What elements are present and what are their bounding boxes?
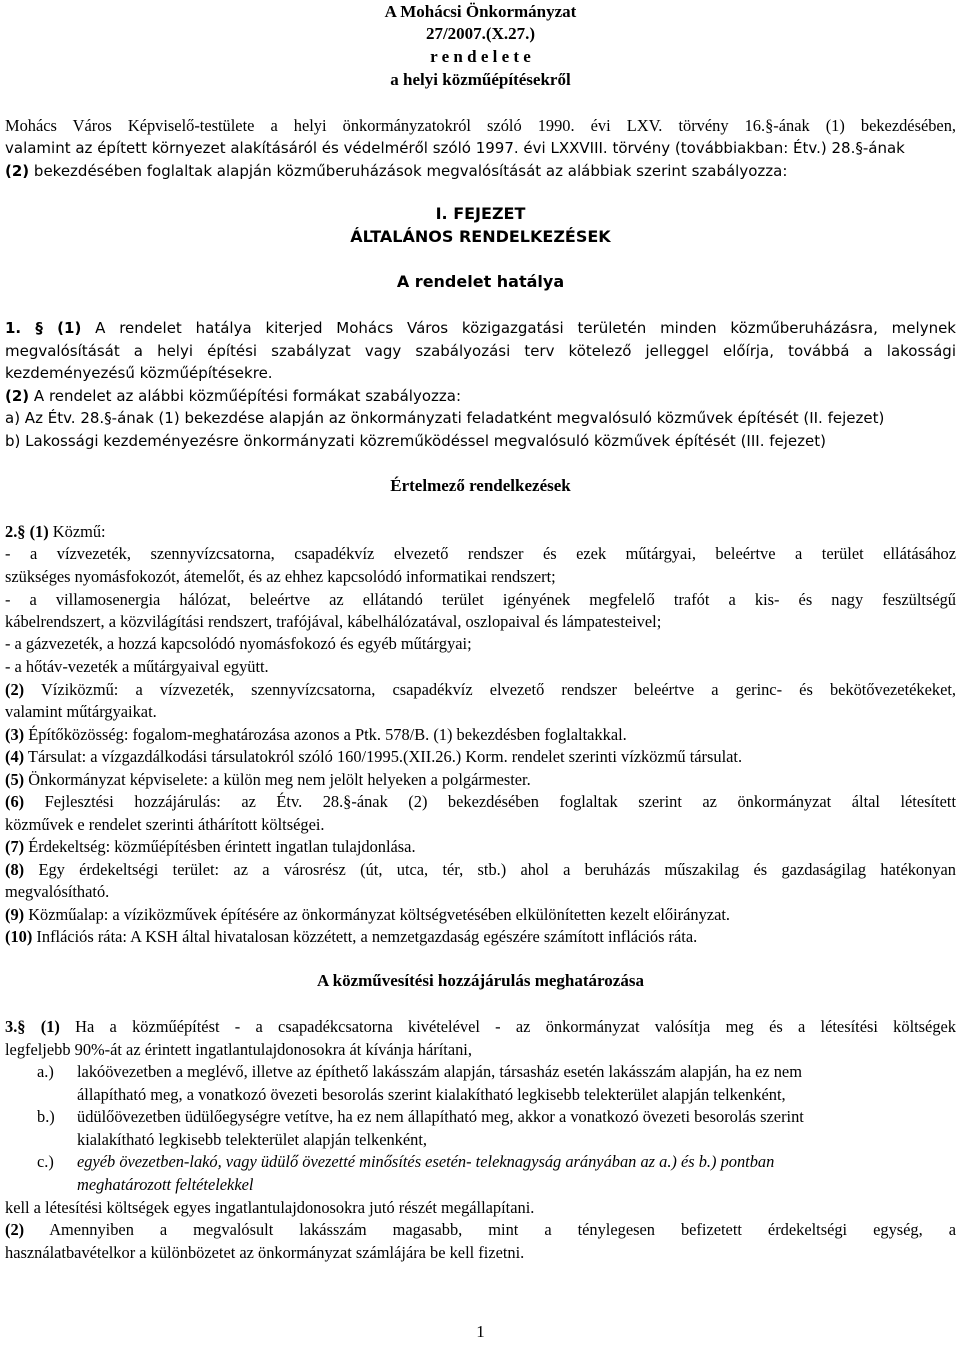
paragraph-marker: (3) bbox=[5, 725, 25, 744]
paragraph-line: (8) Egy érdekeltségi terület: az a városrész (út, utca, tér, stb.) ahol a beruházás műszakilag és gazdaságilag hatékonyan bbox=[5, 860, 956, 879]
paragraph-line: - a villamosenergia hálózat, beleértve az ellátandó terület igényének megfelelő trafót a kis- és nagy feszültségű bbox=[5, 590, 956, 609]
section-heading-definitions: Értelmező rendelkezések bbox=[390, 476, 571, 495]
section-heading-contribution: A közművesítési hozzájárulás meghatározása bbox=[317, 971, 644, 990]
paragraph-line: (4) Társulat: a vízgazdálkodási társulatokról szóló 160/1995.(XII.26.) Korm. rendelet szerinti vízközmű társulat. bbox=[5, 747, 743, 766]
preamble-line: valamint az épített környezet alakításáról és védelméről szóló 1997. évi LXXVIII. törvény (továbbiakban: Étv.) 28.§-ának bbox=[5, 139, 905, 157]
paragraph-marker: (6) bbox=[5, 792, 25, 811]
paragraph-line: (9) Közműalap: a víziközművek építésére az önkormányzat költségvetésében elkülönítetten kezelt előirányzat. bbox=[5, 905, 731, 924]
paragraph-line: megvalósítását a helyi építési szabályzat vagy szabályozási terv kötelező jelleggel előírja, továbbá a lakossági bbox=[5, 342, 956, 360]
list-item bbox=[37, 1061, 956, 1083]
paragraph-line: legfeljebb 90%-át az érintett ingatlantulajdonosokra át kívánja hárítani, bbox=[5, 1040, 472, 1059]
paragraph-line: (2) A rendelet az alábbi közműépítési formákat szabályozza: bbox=[5, 387, 462, 405]
list-item-text: lakóövezetben a meglévő, illetve az építhető lakásszám alapján, társasház esetén lakásszám alapján, ha ez nem bbox=[77, 1062, 802, 1081]
paragraph-marker: 2.§ (1) bbox=[5, 522, 49, 541]
paragraph-line: szükséges nyomásfokozót, átemelőt, és az ehhez kapcsolódó informatikai rendszert; bbox=[5, 567, 556, 586]
paragraph-marker: (7) bbox=[5, 837, 25, 856]
paragraph-marker: (10) bbox=[5, 927, 33, 946]
paragraph-marker: (4) bbox=[5, 747, 25, 766]
paragraph-line: 1. § (1) A rendelet hatálya kiterjed Mohács Város közigazgatási területén minden közműberuházásra, melynek bbox=[5, 319, 956, 337]
paragraph-marker: (9) bbox=[5, 905, 25, 924]
title-decree: r e n d e l e t e bbox=[430, 47, 531, 66]
title-number: 27/2007.(X.27.) bbox=[425, 24, 536, 43]
list-item-continuation: állapítható meg, a vonatkozó övezeti besorolás szerint kialakítható legkisebb telekterület alapján telkenként, bbox=[77, 1085, 786, 1104]
paragraph-line: (5) Önkormányzat képviselete: a külön meg nem jelölt helyeken a polgármester. bbox=[5, 770, 531, 789]
list-marker: c.) bbox=[37, 1152, 54, 1171]
section-heading-scope: A rendelet hatálya bbox=[396, 272, 565, 291]
paragraph-marker: 1. § (1) bbox=[5, 319, 82, 337]
list-item-text: üdülőövezetben üdülőegységre vetítve, ha ez nem állapítható meg, akkor a vonatkozó övezeti besorolás szerint bbox=[77, 1107, 804, 1126]
paragraph-line: valamint műtárgyaikat. bbox=[5, 702, 157, 721]
paragraph-marker: (2) bbox=[5, 387, 30, 405]
paragraph-line: b) Lakossági kezdeményezésre önkormányzati közreműködéssel megvalósuló közművek építését (III. fejezet) bbox=[5, 432, 826, 450]
paragraph-line: (6) Fejlesztési hozzájárulás: az Étv. 28.§-ának (2) bekezdésében foglaltak szerint az önkormányzat által létesített bbox=[5, 792, 956, 811]
paragraph-line: megvalósítható. bbox=[5, 882, 110, 901]
paragraph-line: kezdeményezésű közműépítésekre. bbox=[5, 364, 273, 382]
paragraph-line: a) Az Étv. 28.§-ának (1) bekezdése alapján az önkormányzati feladatként megvalósuló közművek építését (II. fejezet) bbox=[5, 409, 885, 427]
preamble-line: (2) bekezdésében foglaltak alapján közműberuházások megvalósítását az alábbiak szerint szabályozza: bbox=[5, 162, 788, 180]
page-number: 1 bbox=[476, 1322, 485, 1341]
paragraph-marker: 3.§ (1) bbox=[5, 1017, 60, 1036]
paragraph-line: kell a létesítési költségek egyes ingatlantulajdonosokra jutó részét megállapítani. bbox=[5, 1198, 535, 1217]
paragraph-line: (10) Inflációs ráta: A KSH által hivatalosan közzétett, a nemzetgazdaság egészére számított inflációs ráta. bbox=[5, 927, 698, 946]
preamble-line: Mohács Város Képviselő-testülete a helyi önkormányzatokról szóló 1990. évi LXV. törvény 16.§-ának (1) bekezdésében, bbox=[5, 116, 956, 135]
paragraph-line: kábelrendszert, a közvilágítási rendszert, trafójával, kábelhálózatával, oszlopaival és lámpatesteivel; bbox=[5, 612, 662, 631]
paragraph-marker: (2) bbox=[5, 162, 30, 180]
paragraph-line: - a gázvezeték, a hozzá kapcsolódó nyomásfokozó és egyéb műtárgyai; bbox=[5, 634, 472, 653]
list-item bbox=[37, 1151, 956, 1173]
paragraph-line: közművek e rendelet szerinti áthárított költségei. bbox=[5, 815, 325, 834]
paragraph-line: 3.§ (1) Ha a közműépítést - a csapadékcsatorna kivételével - az önkormányzat valósítja meg és a létesítési költségek bbox=[5, 1017, 956, 1036]
paragraph-line: (7) Érdekeltség: közműépítésben érintett ingatlan tulajdonlása. bbox=[5, 837, 416, 856]
list-marker: b.) bbox=[37, 1107, 55, 1126]
paragraph-marker: (2) bbox=[5, 1220, 25, 1239]
paragraph-line: használatbavételkor a különbözetet az önkormányzat számlájára be kell fizetni. bbox=[5, 1243, 525, 1262]
paragraph-line: - a vízvezeték, szennyvízcsatorna, csapadékvíz elvezető rendszer és ezek műtárgyai, beleértve a terület ellátásához bbox=[5, 544, 956, 563]
title-subject: a helyi közműépítésekről bbox=[390, 70, 571, 89]
title-municipality: A Mohácsi Önkormányzat bbox=[384, 2, 577, 21]
chapter-title: ÁLTALÁNOS RENDELKEZÉSEK bbox=[350, 227, 611, 246]
list-item-continuation: meghatározott feltételekkel bbox=[77, 1175, 254, 1194]
paragraph-line: (2) Víziközmű: a vízvezeték, szennyvízcsatorna, csapadékvíz elvezető rendszer beleértve a gerinc- és bekötővezetékeket, bbox=[5, 680, 956, 699]
paragraph-marker: (5) bbox=[5, 770, 25, 789]
paragraph-line: (2) Amennyiben a megvalósult lakásszám magasabb, mint a ténylegesen befizetett érdekeltségi egység, a bbox=[5, 1220, 956, 1239]
list-marker: a.) bbox=[37, 1062, 54, 1081]
list-item bbox=[37, 1106, 956, 1128]
paragraph-marker: (8) bbox=[5, 860, 25, 879]
paragraph-marker: (2) bbox=[5, 680, 25, 699]
list-item-text: egyéb övezetben-lakó, vagy üdülő övezetté minősítés esetén- teleknagyság arányában az a.) és b.) pontban bbox=[77, 1152, 775, 1171]
paragraph-line: - a hőtáv-vezeték a műtárgyaival együtt. bbox=[5, 657, 269, 676]
paragraph-line: 2.§ (1) Közmű: bbox=[5, 522, 106, 541]
list-item-continuation: kialakítható legkisebb telekterület alapján telkenként, bbox=[77, 1130, 427, 1149]
chapter-number: I. FEJEZET bbox=[435, 204, 526, 223]
paragraph-line: (3) Építőközösség: fogalom-meghatározása azonos a Ptk. 578/B. (1) bekezdésben foglaltakkal. bbox=[5, 725, 627, 744]
